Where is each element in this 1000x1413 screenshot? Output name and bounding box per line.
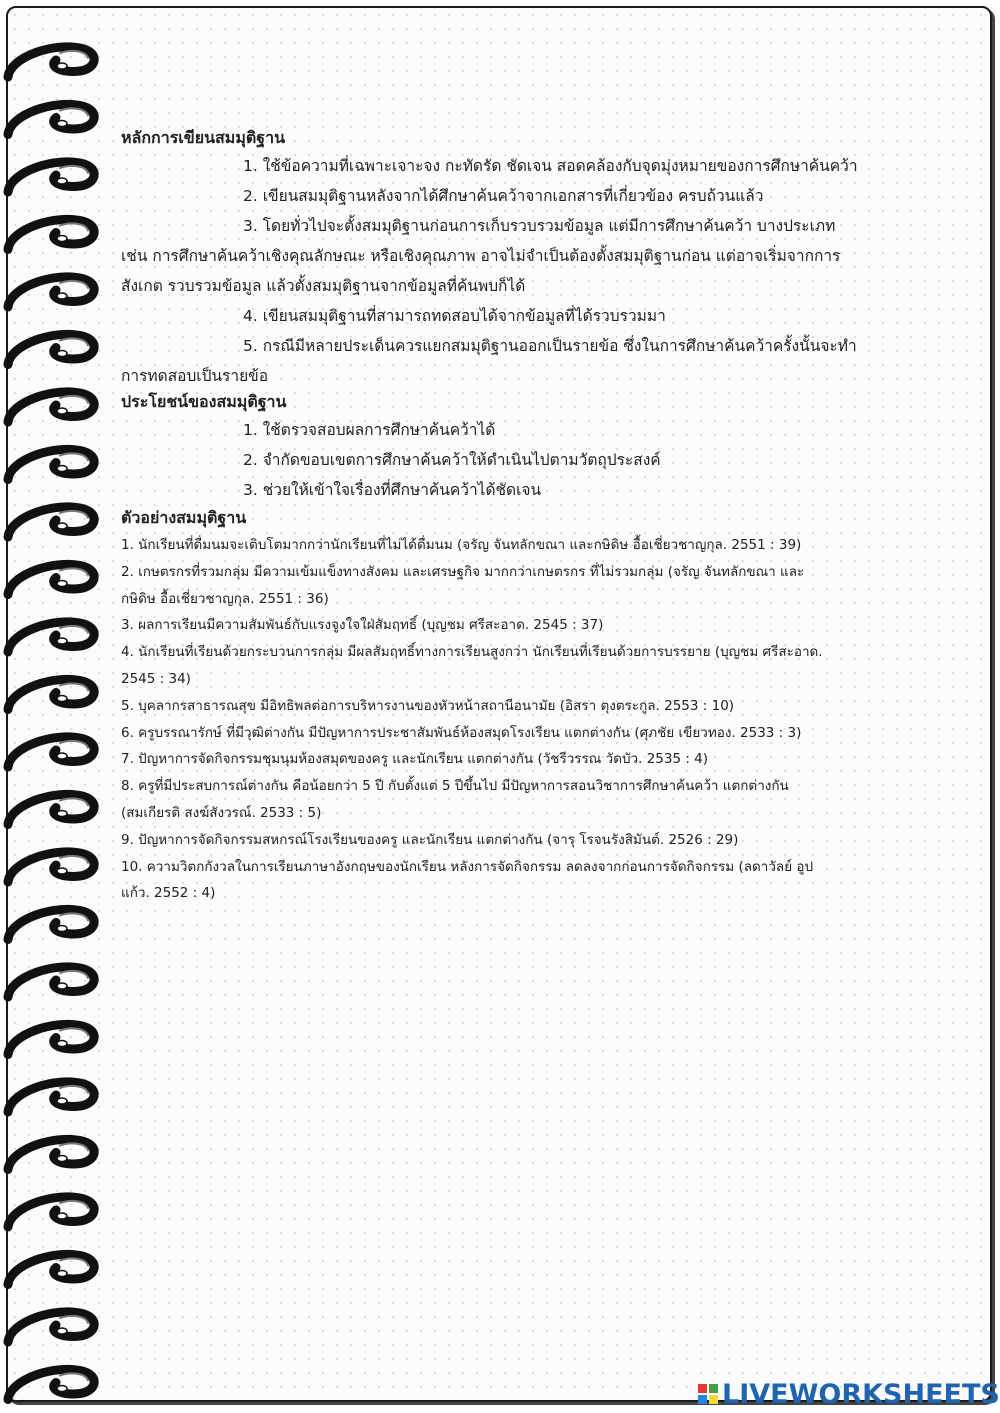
- principle-item-2: 2. เขียนสมมุติฐานหลังจากได้ศึกษาค้นคว้าจากเอกสารที่เกี่ยวข้อง ครบถ้วนแล้ว: [243, 187, 764, 205]
- principle-item-3-cont: สังเกต รวบรวมข้อมูล แล้วตั้งสมมุติฐานจากข้อมูลที่ค้นพบก็ได้: [121, 277, 526, 295]
- spiral-binding-icon: [0, 0, 110, 1413]
- example-item: 9. ปัญหาการจัดกิจกรรมสหกรณ์โรงเรียนของครู และนักเรียน แตกต่างกัน (จารุ โรจนรังสิมันต์. 2526 : 29): [121, 831, 739, 848]
- logo-text: LIVEWORKSHEETS: [722, 1378, 1000, 1410]
- spiral-ring: [8, 1197, 94, 1227]
- spiral-ring: [8, 622, 94, 652]
- example-item: 7. ปัญหาการจัดกิจกรรมชุมนุมห้องสมุดของครู และนักเรียน แตกต่างกัน (วัชรีวรรณ วัดบัว. 2535 : 4): [121, 751, 709, 768]
- principle-item-5-cont: การทดสอบเป็นรายข้อ: [121, 367, 269, 385]
- spiral-ring: [8, 967, 94, 997]
- spiral-ring: [8, 737, 94, 767]
- example-item: 8. ครูที่มีประสบการณ์ต่างกัน คือน้อยกว่า 5 ปี กับตั้งแต่ 5 ปีขึ้นไป มีปัญหาการสอนวิชาการศึกษาค้นคว้า แตกต่างกัน: [121, 778, 789, 795]
- logo-square-blue: [698, 1395, 707, 1404]
- principle-item-3-cont: เช่น การศึกษาค้นคว้าเชิงคุณลักษณะ หรือเชิงคุณภาพ อาจไม่จำเป็นต้องตั้งสมมุติฐานก่อน แต่อาจเริ่มจากการ: [121, 247, 841, 265]
- spiral-ring: [8, 794, 94, 824]
- section-heading-examples: ตัวอย่างสมมุติฐาน: [121, 508, 247, 527]
- spiral-ring: [8, 162, 94, 192]
- spiral-ring: [8, 679, 94, 709]
- example-item: กษิดิษ อื้อเชี่ยวชาญกุล. 2551 : 36): [121, 590, 329, 607]
- liveworksheets-logo[interactable]: [697, 1378, 1000, 1410]
- spiral-ring: [8, 564, 94, 594]
- spiral-ring: [8, 1369, 94, 1399]
- logo-square-red: [698, 1384, 707, 1393]
- principle-item-1: 1. ใช้ข้อความที่เฉพาะเจาะจง กะทัดรัด ชัดเจน สอดคล้องกับจุดมุ่งหมายของการศึกษาค้นคว้า: [243, 157, 858, 175]
- spiral-ring: [8, 219, 94, 249]
- spiral-ring: [8, 1024, 94, 1054]
- example-item: 2545 : 34): [121, 670, 191, 687]
- example-item: 3. ผลการเรียนมีความสัมพันธ์กับแรงจูงใจใฝ่สัมฤทธิ์ (บุญชม ศรีสะอาด. 2545 : 37): [121, 617, 604, 634]
- example-item: 10. ความวิตกกังวลในการเรียนภาษาอังกฤษของนักเรียน หลังการจัดกิจกรรม ลดลงจากก่อนการจัดกิจกรรม (ลดาวัลย์ อูป: [121, 858, 814, 875]
- principle-item-5: 5. กรณีมีหลายประเด็นควรแยกสมมุติฐานออกเป็นรายข้อ ซึ่งในการศึกษาค้นคว้าครั้งนั้นจะทำ: [243, 337, 857, 355]
- spiral-ring: [8, 1139, 94, 1169]
- benefit-item-1: 1. ใช้ตรวจสอบผลการศึกษาค้นคว้าได้: [243, 421, 496, 439]
- example-item: 5. บุคลากรสาธารณสุข มีอิทธิพลต่อการบริหารงานของหัวหน้าสถานีอนามัย (อิสรา ตุงตระกูล. 2553 : 10): [121, 697, 735, 714]
- spiral-ring: [8, 507, 94, 537]
- worksheet-content: [121, 127, 896, 907]
- example-item: 1. นักเรียนที่ดื่มนมจะเติบโตมากกว่านักเรียนที่ไม่ได้ดื่มนม (จรัญ จันทลักขณา และกษิดิษ อื้อเชี่ยวชาญกุล. 2551 : 39): [121, 537, 802, 553]
- logo-square-green: [709, 1384, 718, 1393]
- section-heading-benefits: ประโยชน์ของสมมุติฐาน: [121, 392, 287, 411]
- example-item: 6. ครูบรรณารักษ์ ที่มีวุฒิต่างกัน มีปัญหาการประชาสัมพันธ์ห้องสมุดโรงเรียน แตกต่างกัน (ศุภชัย เขียวทอง. 2533 : 3): [121, 724, 802, 741]
- example-item: (สมเกียรติ สงฆ์สังวรณ์. 2533 : 5): [121, 804, 322, 821]
- spiral-ring: [8, 852, 94, 882]
- logo-square-yellow: [709, 1395, 718, 1404]
- spiral-ring: [8, 1312, 94, 1342]
- spiral-ring: [8, 449, 94, 479]
- example-item: 4. นักเรียนที่เรียนด้วยกระบวนการกลุ่ม มีผลสัมฤทธิ์ทางการเรียนสูงกว่า นักเรียนที่เรียนด้วยการบรรยาย (บุญชม ศรีสะอาด.: [121, 644, 823, 661]
- example-item: แก้ว. 2552 : 4): [121, 885, 216, 902]
- principle-item-4: 4. เขียนสมมุติฐานที่สามารถทดสอบได้จากข้อมูลที่ได้รวบรวมมา: [243, 307, 666, 325]
- example-item: 2. เกษตรกรที่รวมกลุ่ม มีความเข้มแข็งทางสังคม และเศรษฐกิจ มากกว่าเกษตรกร ที่ไม่รวมกลุ่ม (จรัญ จันทลักขณา และ: [121, 563, 805, 580]
- spiral-ring: [8, 334, 94, 364]
- benefit-item-2: 2. จำกัดขอบเขตการศึกษาค้นคว้าให้ดำเนินไปตามวัตถุประสงค์: [243, 451, 661, 469]
- spiral-ring: [8, 909, 94, 939]
- spiral-ring: [8, 1254, 94, 1284]
- spiral-ring: [8, 392, 94, 422]
- principle-item-3: 3. โดยทั่วไปจะตั้งสมมุติฐานก่อนการเก็บรวบรวมข้อมูล แต่มีการศึกษาค้นคว้า บางประเภท: [243, 217, 836, 235]
- spiral-ring: [8, 1082, 94, 1112]
- spiral-ring: [8, 104, 94, 134]
- spiral-ring: [8, 277, 94, 307]
- section-heading-principles: หลักการเขียนสมมุติฐาน: [121, 128, 286, 147]
- spiral-ring: [8, 47, 94, 77]
- logo-squares-icon: [697, 1383, 719, 1405]
- benefit-item-3: 3. ช่วยให้เข้าใจเรื่องที่ศึกษาค้นคว้าได้ชัดเจน: [243, 481, 542, 499]
